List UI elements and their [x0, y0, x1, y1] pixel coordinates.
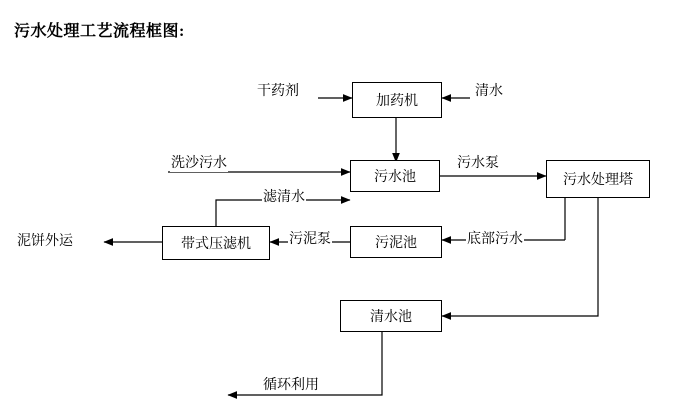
label-sludge-pump: 污泥泵 [288, 228, 332, 248]
box-dosing-machine[interactable]: 加药机 [352, 82, 442, 118]
label-dry-agent: 干药剂 [256, 80, 300, 100]
label-clean-water: 清水 [474, 80, 504, 100]
label-sand-wash-sewage: 洗沙污水 [170, 152, 228, 172]
box-sludge-pool[interactable]: 污泥池 [350, 226, 442, 258]
label-recycle-use: 循环利用 [262, 374, 320, 394]
edge-tower-clearwater [442, 198, 598, 316]
label-sewage-pump: 污水泵 [456, 152, 500, 172]
box-clear-water-pool[interactable]: 清水池 [340, 300, 442, 332]
box-sewage-treatment-tower[interactable]: 污水处理塔 [546, 160, 650, 198]
box-sewage-pool[interactable]: 污水池 [350, 160, 440, 192]
label-mud-cake-out: 泥饼外运 [16, 230, 74, 250]
label-bottom-sewage: 底部污水 [466, 228, 524, 248]
label-filtered-clear-water: 滤清水 [262, 186, 306, 206]
page-title: 污水处理工艺流程框图: [14, 23, 185, 40]
box-belt-filter-press[interactable]: 带式压滤机 [162, 226, 270, 260]
